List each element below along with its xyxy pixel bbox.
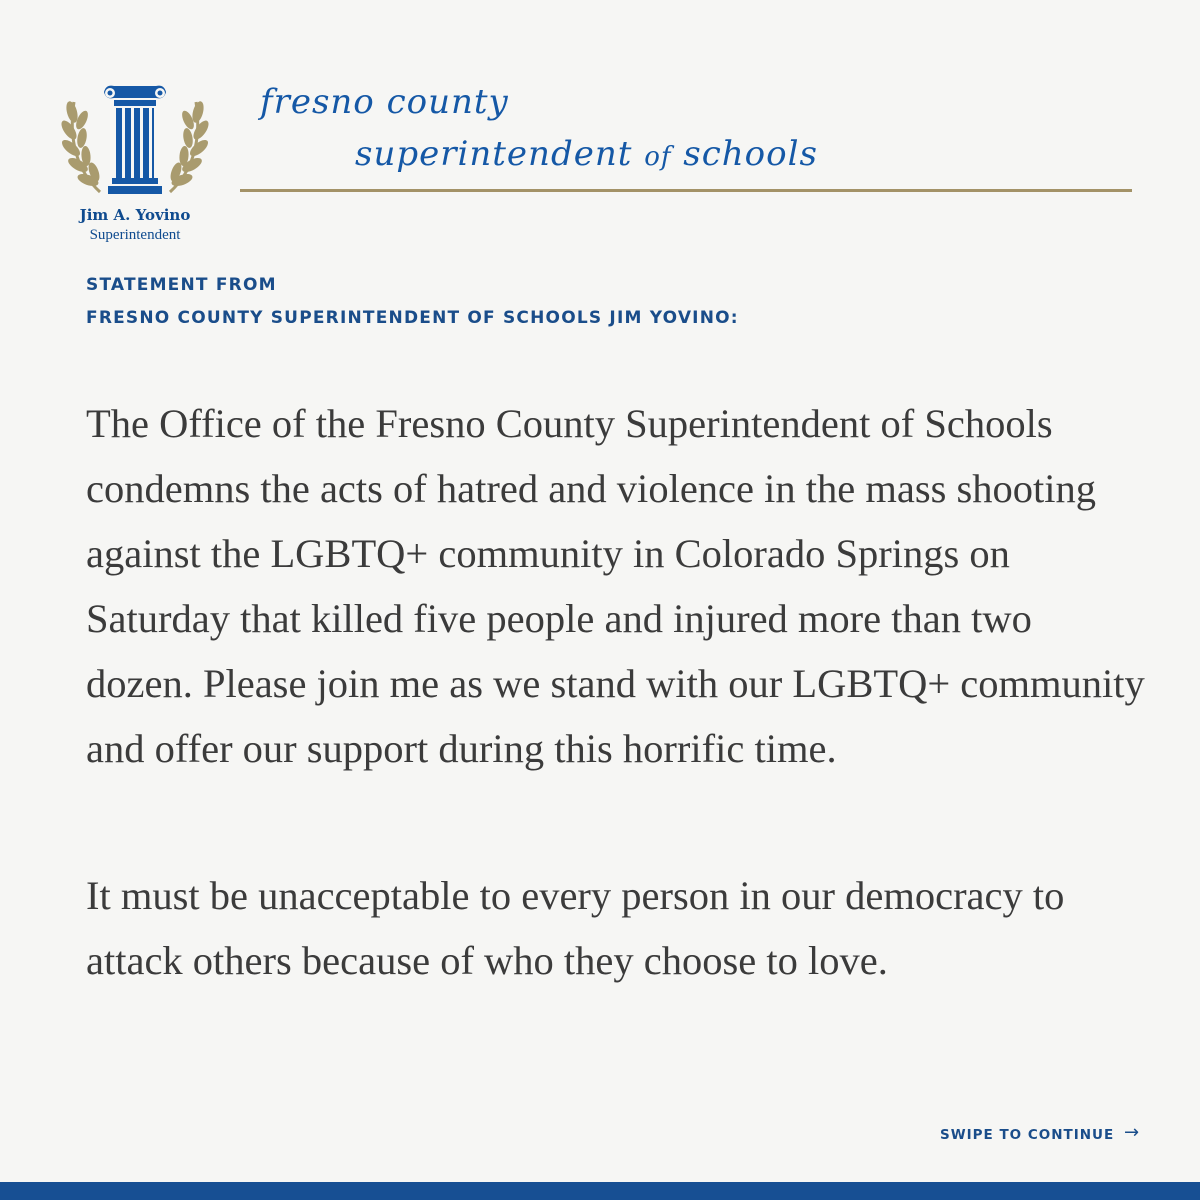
swipe-to-continue-label[interactable]: SWIPE TO CONTINUE (940, 1127, 1115, 1143)
statement-kicker-line1: STATEMENT FROM (86, 275, 277, 295)
logo (60, 72, 210, 247)
org-name-line2 (355, 134, 818, 174)
statement-kicker-line2: FRESNO COUNTY SUPERINTENDENT OF SCHOOLS JIM YOVINO: (86, 308, 739, 328)
statement-paragraph-1: The Office of the Fresno County Superintendent of Schools condemns the acts of hatred and violence in the mass shooting against the LGBTQ+ community in Colorado Springs on Saturday that killed five people and injured more than two dozen. Please join me as we stand with our LGBTQ+ community and offer our support during this horrific time. (86, 401, 1145, 771)
bottom-brand-bar (0, 1182, 1200, 1200)
superintendent-name: Jim A. Yovino (79, 206, 191, 224)
arrow-right-icon[interactable]: → (1124, 1122, 1140, 1143)
org-name-schools: schools (683, 134, 818, 174)
header-divider (240, 189, 1132, 192)
org-name-line1: fresno county (260, 82, 509, 122)
statement-paragraph-2: It must be unacceptable to every person in our democracy to attack others because of who they choose to love. (86, 873, 1065, 983)
superintendent-title: Superintendent (89, 227, 181, 243)
org-name-superintendent: superintendent (355, 134, 633, 174)
column-laurel-icon (60, 72, 210, 202)
org-name-of: of (644, 142, 672, 172)
